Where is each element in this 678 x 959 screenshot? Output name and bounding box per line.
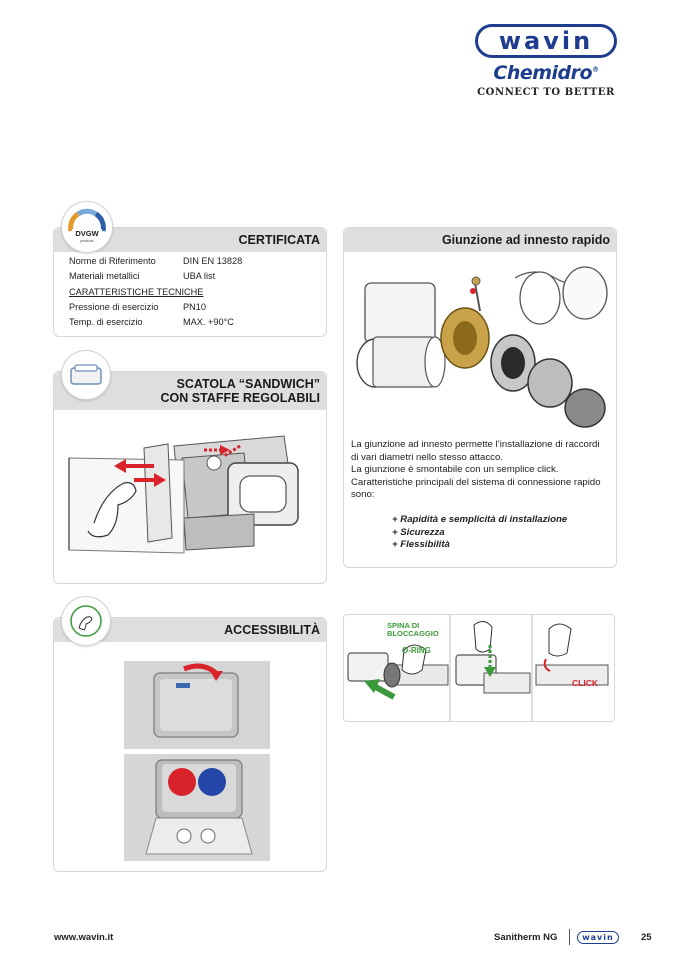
box-badge: [61, 350, 111, 400]
tech-section-title: CARATTERISTICHE TECNICHE: [69, 287, 204, 297]
bullet-item: + Flessibilità: [392, 539, 450, 550]
spec-row: [69, 254, 242, 269]
giunzione-description: [351, 439, 617, 502]
description-line: La giunzione ad innesto permette l’installazione di raccordi: [351, 439, 600, 450]
certificata-title: CERTIFICATA: [54, 228, 326, 252]
spec-label: Norme di Riferimento: [69, 256, 156, 266]
spec-value: MAX. +90°C: [183, 317, 234, 327]
chemidro-logo: [472, 62, 620, 84]
dvgw-badge-subtext: product: [80, 238, 94, 243]
brand-logo: [472, 24, 620, 98]
giunzione-title: Giunzione ad innesto rapido: [344, 228, 616, 252]
footer-wavin-logo-text: wavin: [582, 933, 614, 942]
footer-document-name: Sanitherm NG: [494, 932, 558, 943]
scatola-title-line2: CON STAFFE REGOLABILI: [160, 391, 320, 405]
chemidro-logo-text: Chemidro: [493, 62, 593, 84]
wavin-logo-text: wavin: [498, 27, 594, 55]
accessibilita-title: ACCESSIBILITÀ: [54, 618, 326, 642]
spec-value: UBA list: [183, 271, 216, 281]
installation-steps-illustration: [344, 615, 614, 721]
hand-badge: [61, 596, 111, 646]
certificata-specs: [69, 254, 242, 330]
wavin-logo: [475, 24, 617, 58]
dvgw-badge: [61, 201, 113, 253]
footer-website: www.wavin.it: [54, 932, 114, 943]
spina-label-line1: SPINA DI: [387, 621, 420, 630]
giunzione-bullets: [392, 514, 567, 552]
footer-wavin-logo: [577, 931, 619, 944]
registered-mark: ®: [592, 65, 599, 74]
spec-row: [69, 300, 242, 315]
page-number: 25: [641, 932, 652, 943]
bullet-item: + Sicurezza: [392, 526, 445, 538]
cover-open-photo: [124, 754, 270, 861]
description-line: sono:: [351, 489, 375, 500]
sandwich-box-illustration: [64, 418, 314, 578]
brand-tagline: CONNECT TO BETTER: [477, 87, 615, 98]
box-icon: [68, 360, 104, 390]
description-line: La giunzione è smontabile con un semplice click.: [351, 464, 559, 475]
spec-value: DIN EN 13828: [183, 256, 243, 266]
scatola-title-line1: SCATOLA “SANDWICH”: [176, 377, 320, 391]
spina-label-line2: BLOCCAGGIO: [387, 629, 439, 638]
spec-label: Pressione di esercizio: [69, 302, 159, 312]
description-line: Caratteristiche principali del sistema di connessione rapido: [351, 476, 601, 488]
spec-value: PN10: [183, 302, 206, 312]
hand-icon: [69, 604, 103, 638]
click-label: CLICK: [572, 678, 598, 688]
spec-row: [69, 269, 242, 284]
footer-separator: [569, 929, 570, 945]
quick-connector-exploded-illustration: [345, 253, 615, 428]
description-line: di vari diametri nello stesso attacco.: [351, 451, 503, 463]
oring-label: O-RING: [402, 646, 431, 655]
spec-label: Temp. di esercizio: [69, 317, 143, 327]
bullet-item: + Rapidità e semplicità di installazione: [392, 514, 568, 525]
cover-closed-photo: [124, 661, 270, 749]
spec-label: Materiali metallici: [69, 271, 140, 281]
dvgw-badge-icon: [64, 204, 110, 250]
dvgw-badge-text: DVGW: [75, 229, 99, 238]
spec-row: [69, 315, 242, 330]
